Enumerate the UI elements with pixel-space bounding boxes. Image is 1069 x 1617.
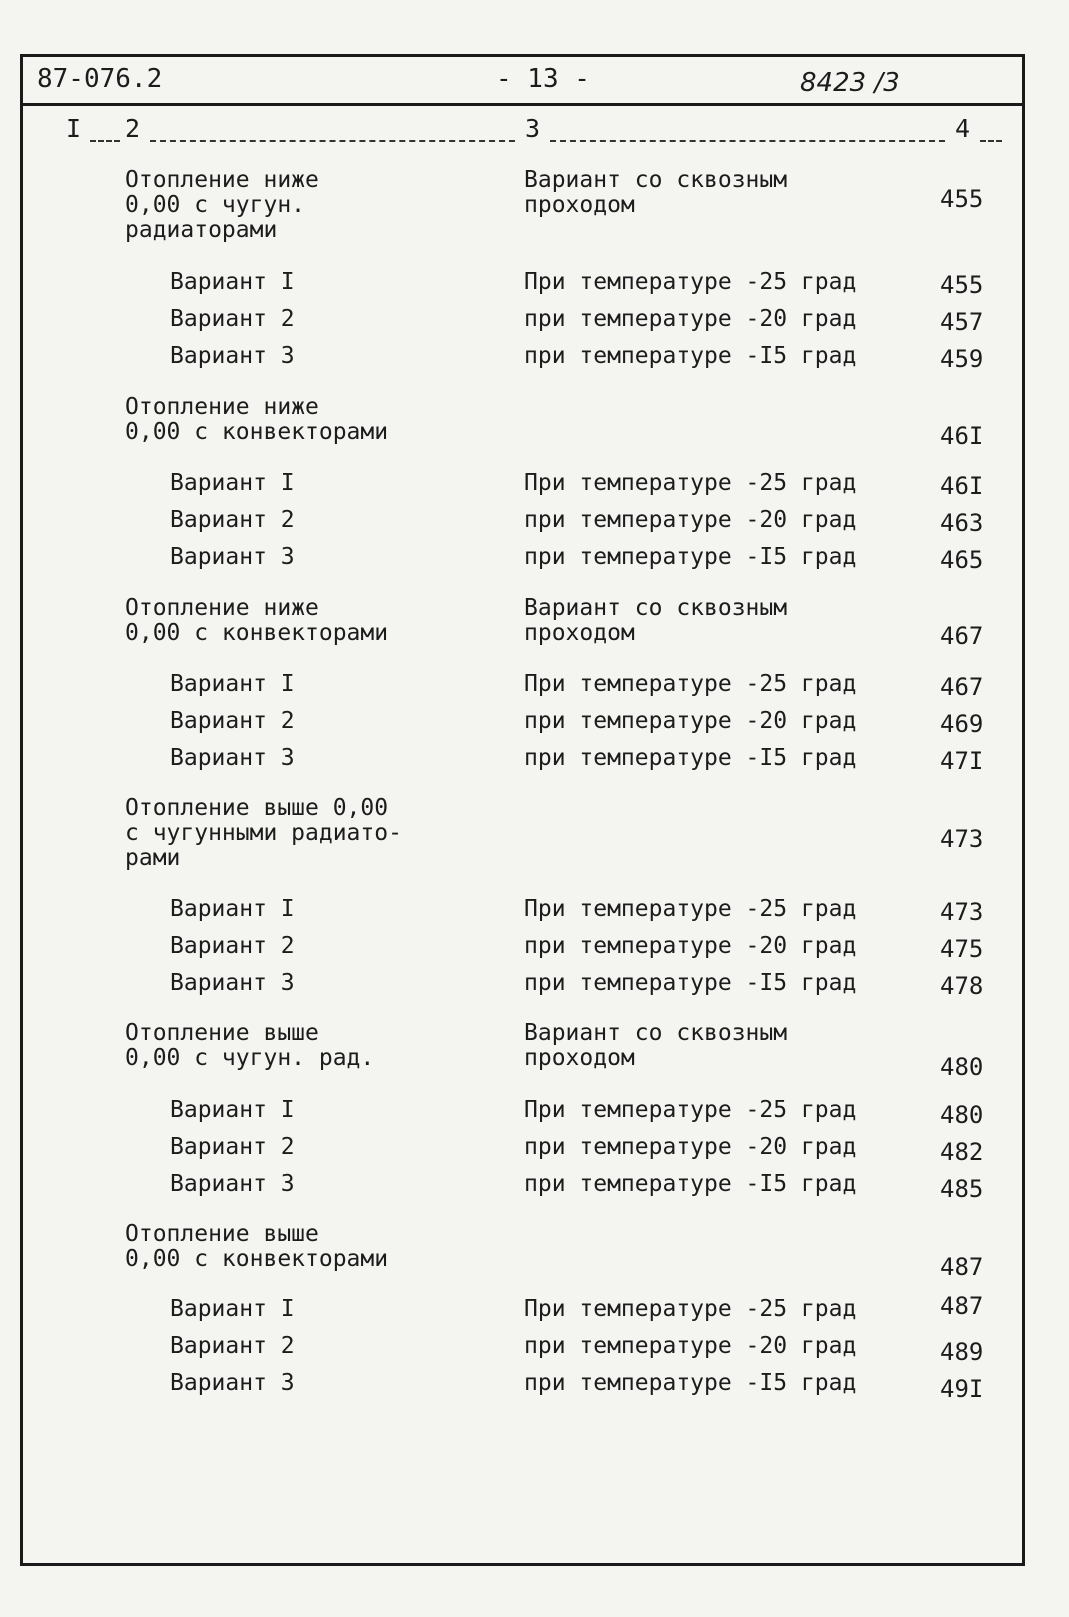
variant-description: При температуре -25 град [524, 269, 857, 295]
variant-label: Вариант 2 [170, 1134, 295, 1160]
section-page: 455 [940, 185, 984, 213]
section-page: 487 [940, 1253, 984, 1281]
variant-page: 489 [940, 1338, 984, 1366]
section-description: Вариант со сквозным проходом [524, 167, 788, 218]
column-header-rule [150, 140, 515, 142]
section-title: Отопление ниже 0,00 с чугун. радиаторами [125, 167, 319, 243]
variant-description: при температуре -I5 град [524, 544, 857, 570]
variant-label: Вариант 2 [170, 306, 295, 332]
variant-page: 467 [940, 673, 984, 701]
variant-description: При температуре -25 град [524, 671, 857, 697]
column-header-3: 3 [525, 114, 541, 143]
variant-description: при температуре -I5 град [524, 745, 857, 771]
variant-page: 475 [940, 935, 984, 963]
variant-label: Вариант 3 [170, 745, 295, 771]
variant-page: 455 [940, 271, 984, 299]
section-description: Вариант со сквозным проходом [524, 595, 788, 646]
variant-label: Вариант 3 [170, 343, 295, 369]
page-number: - 13 - [496, 64, 590, 94]
column-header-rule [550, 140, 945, 142]
variant-page: 47I [940, 747, 984, 775]
variant-description: При температуре -25 град [524, 896, 857, 922]
variant-page: 482 [940, 1138, 984, 1166]
variant-label: Вариант I [170, 896, 295, 922]
variant-label: Вариант I [170, 1097, 295, 1123]
variant-description: при температуре -I5 град [524, 1370, 857, 1396]
section-page: 467 [940, 622, 984, 650]
column-header-2: 2 [125, 114, 141, 143]
column-header-rule [90, 140, 120, 142]
variant-page: 457 [940, 308, 984, 336]
variant-description: при температуре -20 град [524, 933, 857, 959]
sheet-reference: 8423 /3 [800, 68, 900, 98]
variant-description: При температуре -25 град [524, 1097, 857, 1123]
variant-label: Вариант 3 [170, 544, 295, 570]
variant-page: 487 [940, 1292, 984, 1320]
variant-page: 469 [940, 710, 984, 738]
variant-label: Вариант I [170, 470, 295, 496]
variant-description: при температуре -20 град [524, 708, 857, 734]
variant-label: Вариант 2 [170, 933, 295, 959]
variant-label: Вариант 2 [170, 708, 295, 734]
variant-label: Вариант 3 [170, 970, 295, 996]
variant-page: 49I [940, 1375, 984, 1403]
variant-description: при температуре -20 град [524, 1134, 857, 1160]
variant-description: при температуре -20 град [524, 1333, 857, 1359]
variant-page: 465 [940, 546, 984, 574]
variant-page: 478 [940, 972, 984, 1000]
section-page: 46I [940, 422, 984, 450]
variant-description: при температуре -20 град [524, 306, 857, 332]
variant-label: Вариант 3 [170, 1370, 295, 1396]
variant-description: при температуре -20 град [524, 507, 857, 533]
column-header-1: I [66, 114, 82, 143]
section-title: Отопление выше 0,00 с конвекторами [125, 1221, 389, 1272]
variant-description: при температуре -I5 град [524, 343, 857, 369]
variant-label: Вариант 3 [170, 1171, 295, 1197]
variant-label: Вариант I [170, 269, 295, 295]
section-title: Отопление выше 0,00 с чугун. рад. [125, 1020, 375, 1071]
section-title: Отопление выше 0,00 с чугунными радиато- рами [125, 795, 402, 871]
variant-description: при температуре -I5 град [524, 970, 857, 996]
variant-description: при температуре -I5 град [524, 1171, 857, 1197]
variant-page: 473 [940, 898, 984, 926]
variant-page: 46I [940, 472, 984, 500]
section-title: Отопление ниже 0,00 с конвекторами [125, 394, 389, 445]
variant-label: Вариант 2 [170, 1333, 295, 1359]
variant-label: Вариант 2 [170, 507, 295, 533]
variant-description: При температуре -25 град [524, 1296, 857, 1322]
column-header-4: 4 [955, 114, 971, 143]
column-header-rule [980, 140, 1002, 142]
document-code: 87-076.2 [37, 64, 163, 94]
variant-description: При температуре -25 град [524, 470, 857, 496]
variant-label: Вариант I [170, 671, 295, 697]
variant-page: 459 [940, 345, 984, 373]
section-page: 473 [940, 825, 984, 853]
variant-page: 485 [940, 1175, 984, 1203]
header-divider [20, 103, 1025, 106]
section-page: 480 [940, 1053, 984, 1081]
section-title: Отопление ниже 0,00 с конвекторами [125, 595, 389, 646]
variant-page: 480 [940, 1101, 984, 1129]
section-description: Вариант со сквозным проходом [524, 1020, 788, 1071]
variant-label: Вариант I [170, 1296, 295, 1322]
variant-page: 463 [940, 509, 984, 537]
